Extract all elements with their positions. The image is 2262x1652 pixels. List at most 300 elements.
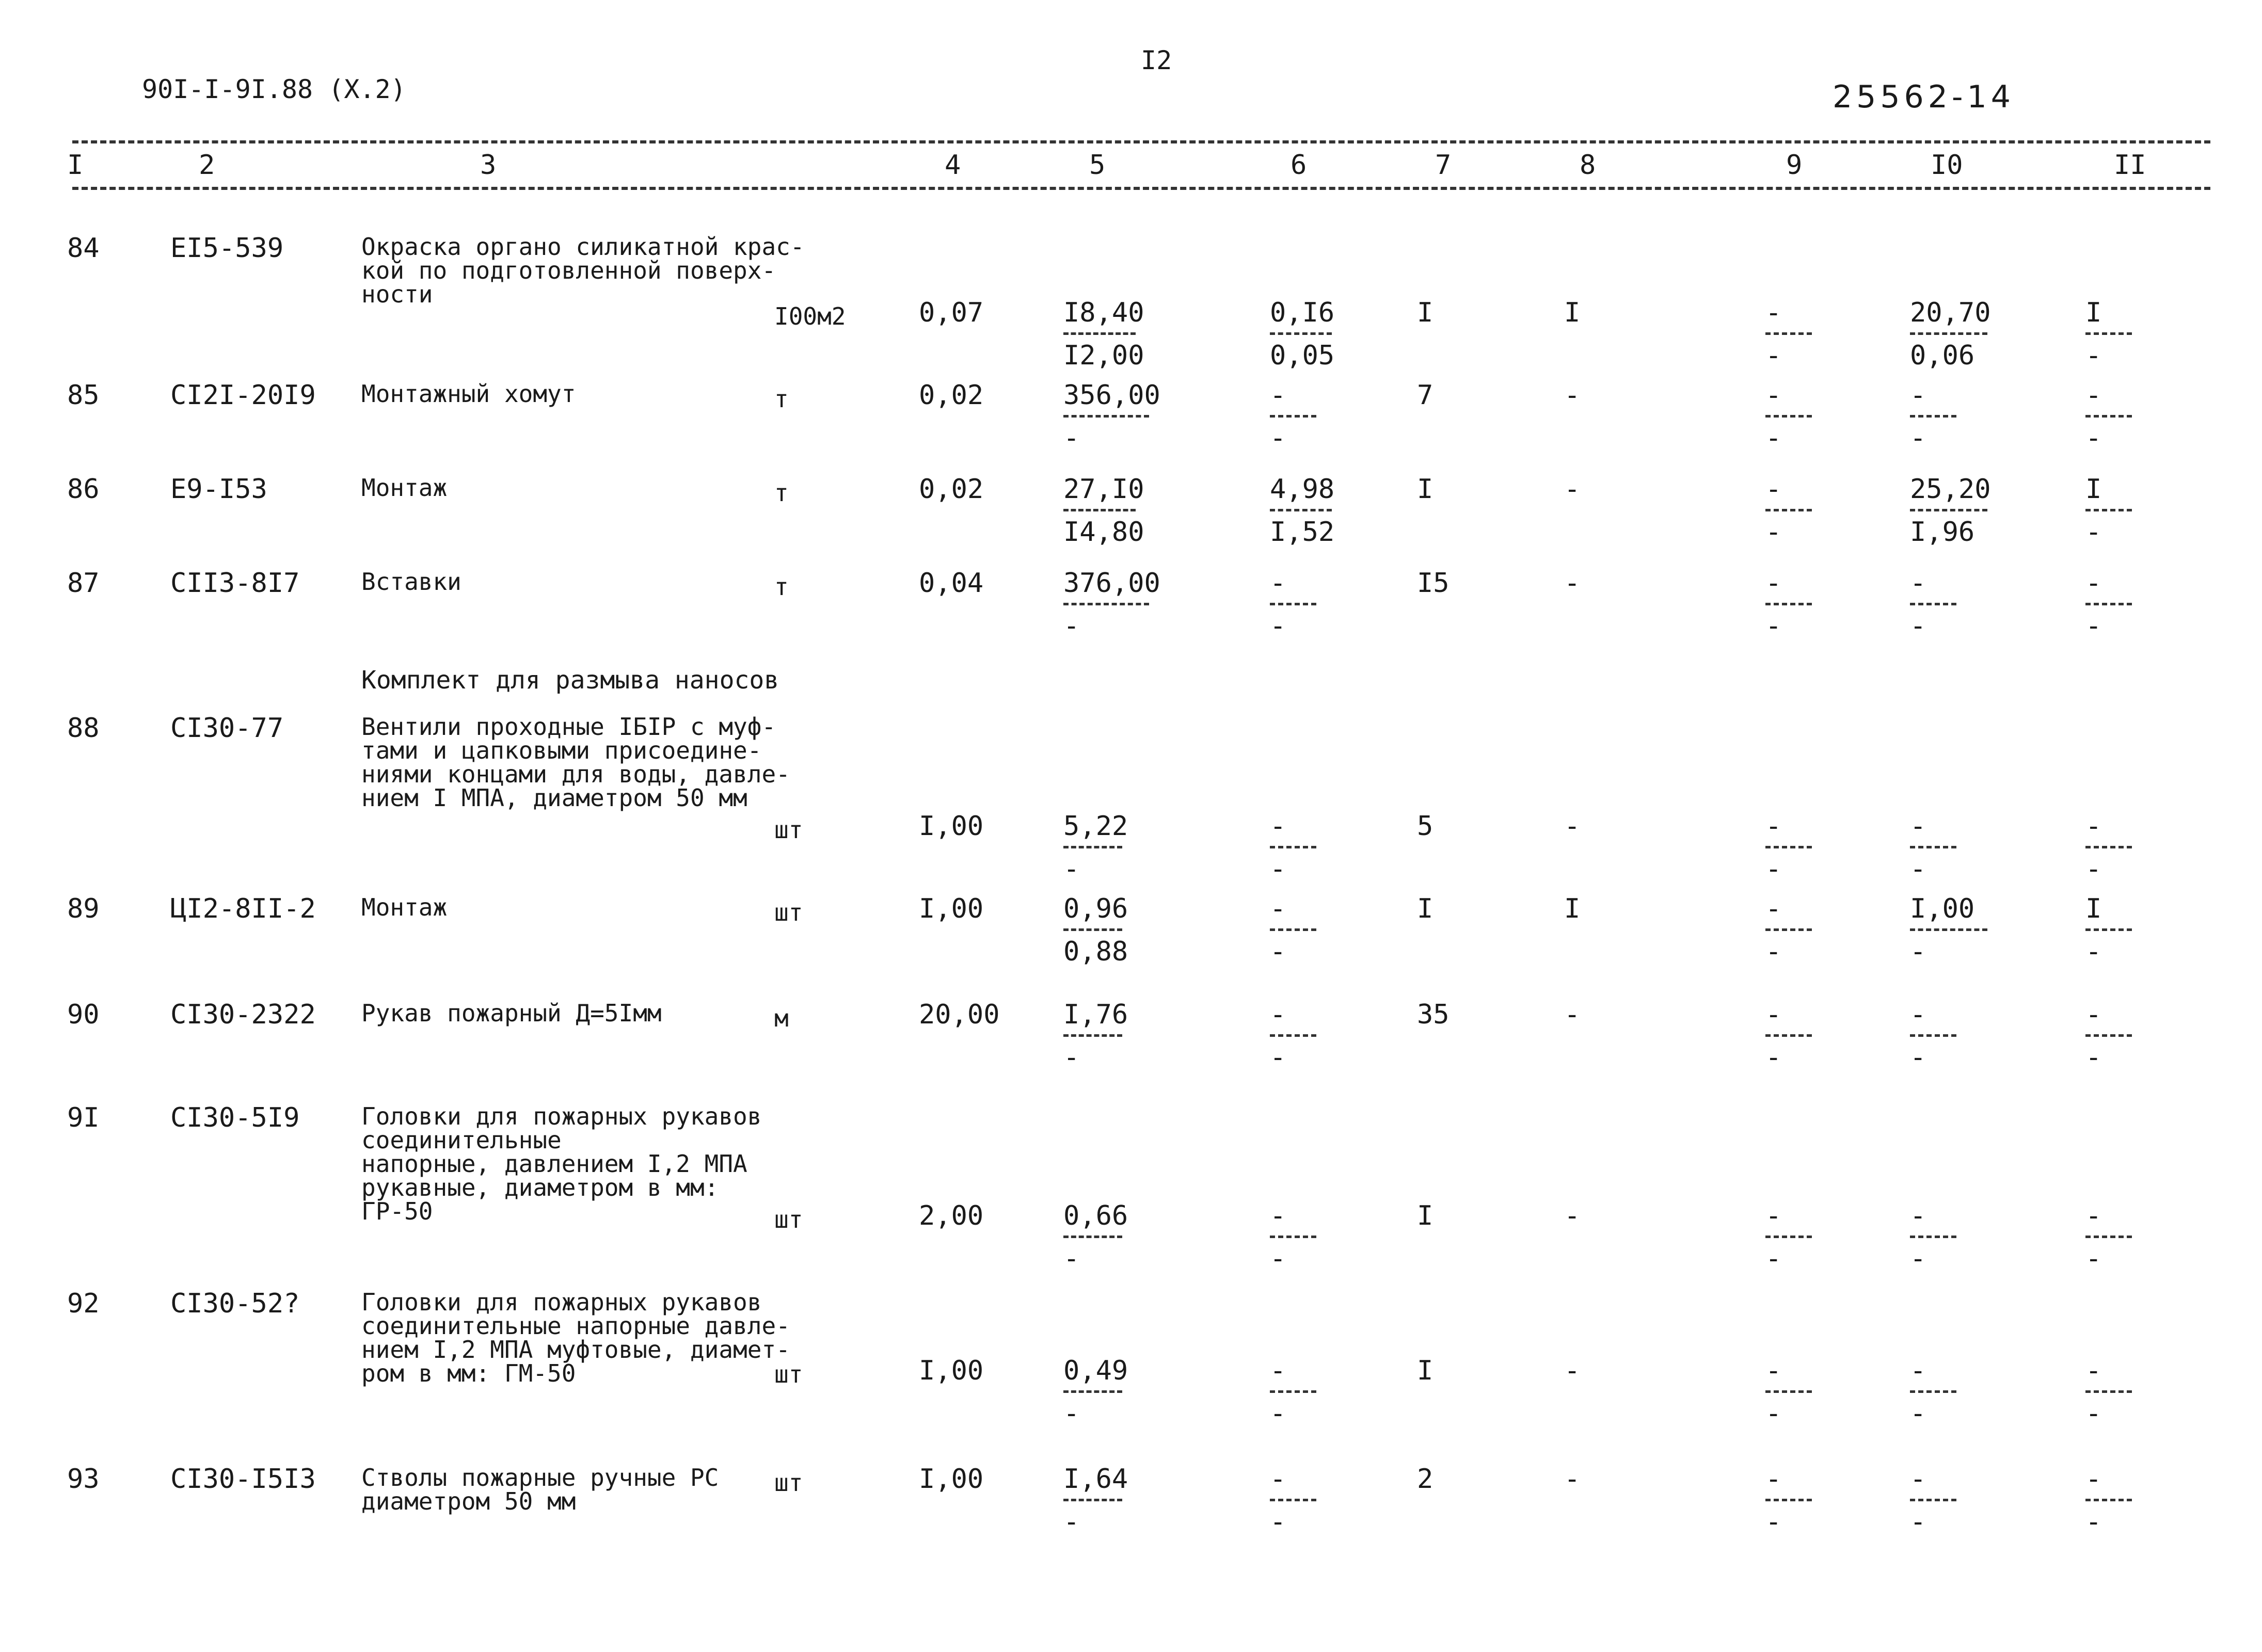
col-7-value: I bbox=[1417, 1200, 1433, 1231]
unit-cost-fraction-bar bbox=[1063, 1390, 1122, 1393]
col-10-value-denominator: - bbox=[1910, 1506, 1926, 1537]
description-line: нием I МПА, диаметром 50 мм bbox=[361, 784, 747, 812]
wage-cost-numerator: - bbox=[1270, 380, 1286, 411]
col-10-value bbox=[1910, 813, 1956, 883]
wage-cost-fraction-bar bbox=[1270, 1034, 1316, 1037]
unit: шт bbox=[774, 1360, 803, 1388]
unit-cost bbox=[1063, 476, 1144, 546]
description-line: диаметром 50 мм bbox=[361, 1487, 576, 1515]
col-10-value-numerator: - bbox=[1910, 811, 1926, 842]
item-description bbox=[361, 715, 790, 810]
wage-cost bbox=[1270, 1357, 1316, 1427]
col-9-value-denominator: - bbox=[1765, 1243, 1782, 1274]
row-number: 88 bbox=[67, 713, 100, 744]
col-9-value-denominator: - bbox=[1765, 1506, 1782, 1537]
col-9-value bbox=[1765, 813, 1812, 883]
col-8-value: I bbox=[1564, 297, 1581, 328]
col-11-value-fraction-bar bbox=[2085, 603, 2132, 605]
col-11-value-numerator: I bbox=[2085, 893, 2102, 924]
unit: т bbox=[774, 573, 789, 601]
col-10-value-numerator: I,00 bbox=[1910, 893, 1975, 924]
col-11-value-denominator: - bbox=[2085, 423, 2102, 454]
wage-cost-numerator: - bbox=[1270, 999, 1286, 1030]
col-9-value bbox=[1765, 1357, 1812, 1427]
col-11-value bbox=[2085, 1001, 2132, 1071]
col-9-value-numerator: - bbox=[1765, 1464, 1782, 1495]
wage-cost-fraction-bar bbox=[1270, 509, 1332, 511]
col-10-value bbox=[1910, 570, 1956, 639]
col-11-value-denominator: - bbox=[2085, 1506, 2102, 1537]
unit-cost bbox=[1063, 1466, 1128, 1535]
description-line: ГР-50 bbox=[361, 1197, 433, 1225]
col-9-value-denominator: - bbox=[1765, 611, 1782, 641]
unit-cost-fraction-bar bbox=[1063, 928, 1122, 931]
quantity: 0,02 bbox=[919, 380, 984, 411]
page-number: I2 bbox=[1141, 45, 1172, 75]
col-11-value-fraction-bar bbox=[2085, 846, 2132, 848]
col-11-value bbox=[2085, 382, 2132, 452]
column-header-col-11: II bbox=[2114, 150, 2146, 181]
col-8-value: I bbox=[1564, 893, 1581, 924]
description-line: Монтаж bbox=[361, 474, 448, 502]
col-9-value-fraction-bar bbox=[1765, 415, 1812, 418]
col-10-value-numerator: 25,20 bbox=[1910, 474, 1991, 505]
wage-cost-numerator: - bbox=[1270, 893, 1286, 924]
col-7-value: 35 bbox=[1417, 999, 1449, 1030]
col-11-value-numerator: I bbox=[2085, 474, 2102, 505]
quantity: 20,00 bbox=[919, 999, 1000, 1030]
unit-cost-fraction-bar bbox=[1063, 1236, 1122, 1238]
col-9-value bbox=[1765, 1202, 1812, 1272]
item-description bbox=[361, 382, 576, 406]
unit-cost-denominator: - bbox=[1063, 1243, 1080, 1274]
item-description bbox=[361, 1290, 790, 1385]
col-9-value-denominator: - bbox=[1765, 1042, 1782, 1073]
wage-cost-fraction-bar bbox=[1270, 603, 1316, 605]
col-9-value-denominator: - bbox=[1765, 854, 1782, 885]
unit-cost-denominator: - bbox=[1063, 1042, 1080, 1073]
col-10-value-denominator: - bbox=[1910, 423, 1926, 454]
unit: шт bbox=[774, 816, 803, 844]
col-11-value-fraction-bar bbox=[2085, 509, 2132, 511]
description-line: Монтажный хомут bbox=[361, 380, 576, 408]
quantity: 0,02 bbox=[919, 474, 984, 505]
col-10-value-fraction-bar bbox=[1910, 846, 1956, 848]
col-10-value bbox=[1910, 476, 1991, 546]
wage-cost-denominator: - bbox=[1270, 936, 1286, 967]
col-10-value bbox=[1910, 382, 1956, 452]
description-line: ром в мм: ГМ-50 bbox=[361, 1359, 576, 1387]
col-11-value-numerator: - bbox=[2085, 568, 2102, 599]
section-title: Комплект для размыва наносов bbox=[361, 666, 779, 695]
wage-cost-fraction-bar bbox=[1270, 928, 1316, 931]
col-10-value-fraction-bar bbox=[1910, 1236, 1956, 1238]
col-11-value-fraction-bar bbox=[2085, 1390, 2132, 1393]
wage-cost bbox=[1270, 570, 1316, 639]
item-description bbox=[361, 895, 447, 919]
wage-cost-denominator: 0,05 bbox=[1270, 340, 1335, 371]
col-8-value: - bbox=[1564, 474, 1581, 505]
col-9-value-numerator: - bbox=[1765, 474, 1782, 505]
row-number: 92 bbox=[67, 1288, 100, 1319]
col-10-value-fraction-bar bbox=[1910, 928, 1987, 931]
unit: шт bbox=[774, 1469, 803, 1497]
col-7-value: I5 bbox=[1417, 568, 1449, 599]
wage-cost-denominator: I,52 bbox=[1270, 517, 1335, 548]
col-10-value-fraction-bar bbox=[1910, 1390, 1956, 1393]
wage-cost bbox=[1270, 299, 1334, 369]
col-9-value-fraction-bar bbox=[1765, 1236, 1812, 1238]
column-header-col-7: 7 bbox=[1435, 150, 1452, 181]
col-11-value-denominator: - bbox=[2085, 340, 2102, 371]
unit-cost bbox=[1063, 1202, 1128, 1272]
col-10-value-denominator: - bbox=[1910, 1042, 1926, 1073]
wage-cost-denominator: - bbox=[1270, 1042, 1286, 1073]
description-line: Вставки bbox=[361, 568, 461, 596]
wage-cost bbox=[1270, 895, 1316, 965]
wage-cost-fraction-bar bbox=[1270, 1236, 1316, 1238]
col-10-value-numerator: - bbox=[1910, 1464, 1926, 1495]
col-10-value-denominator: I,96 bbox=[1910, 517, 1975, 548]
col-10-value-denominator: 0,06 bbox=[1910, 340, 1975, 371]
norm-code: E9-I53 bbox=[170, 474, 267, 505]
col-10-value bbox=[1910, 1466, 1956, 1535]
description-line: Головки для пожарных рукавов bbox=[361, 1102, 762, 1130]
unit-cost bbox=[1063, 1357, 1128, 1427]
col-7-value: I bbox=[1417, 893, 1433, 924]
item-description bbox=[361, 1001, 662, 1025]
col-10-value-denominator: - bbox=[1910, 854, 1926, 885]
col-9-value-fraction-bar bbox=[1765, 1390, 1812, 1393]
wage-cost-fraction-bar bbox=[1270, 846, 1316, 848]
col-9-value-fraction-bar bbox=[1765, 928, 1812, 931]
col-10-value bbox=[1910, 299, 1991, 369]
row-number: 90 bbox=[67, 999, 100, 1030]
row-number: 89 bbox=[67, 893, 100, 924]
col-7-value: I bbox=[1417, 474, 1433, 505]
col-9-value-fraction-bar bbox=[1765, 1034, 1812, 1037]
norm-code: CI30-I5I3 bbox=[170, 1464, 316, 1495]
col-10-value bbox=[1910, 1001, 1956, 1071]
col-9-value-numerator: - bbox=[1765, 1355, 1782, 1386]
col-11-value-denominator: - bbox=[2085, 854, 2102, 885]
unit-cost-denominator: 0,88 bbox=[1063, 936, 1128, 967]
column-header-col-4: 4 bbox=[945, 150, 961, 181]
wage-cost-numerator: - bbox=[1270, 568, 1286, 599]
norm-code: CI30-77 bbox=[170, 713, 284, 744]
col-9-value bbox=[1765, 299, 1812, 369]
description-line: соединительные напорные давле- bbox=[361, 1312, 790, 1340]
unit-cost-fraction-bar bbox=[1063, 415, 1149, 418]
item-description bbox=[361, 476, 447, 500]
col-11-value-fraction-bar bbox=[2085, 415, 2132, 418]
unit-cost-numerator: 5,22 bbox=[1063, 811, 1128, 842]
col-9-value-fraction-bar bbox=[1765, 509, 1812, 511]
col-8-value: - bbox=[1564, 1355, 1581, 1386]
col-11-value-numerator: - bbox=[2085, 1464, 2102, 1495]
col-11-value-fraction-bar bbox=[2085, 928, 2132, 931]
col-10-value-numerator: - bbox=[1910, 1355, 1926, 1386]
col-9-value-denominator: - bbox=[1765, 423, 1782, 454]
item-description bbox=[361, 1104, 761, 1223]
unit-cost-numerator: I,76 bbox=[1063, 999, 1128, 1030]
unit-cost-numerator: 356,00 bbox=[1063, 380, 1160, 411]
unit-cost-numerator: 0,96 bbox=[1063, 893, 1128, 924]
col-11-value-denominator: - bbox=[2085, 1042, 2102, 1073]
unit-cost-fraction-bar bbox=[1063, 1034, 1122, 1037]
row-number: 87 bbox=[67, 568, 100, 599]
col-8-value: - bbox=[1564, 811, 1581, 842]
description-line: ности bbox=[361, 280, 433, 308]
wage-cost-fraction-bar bbox=[1270, 332, 1332, 335]
wage-cost-numerator: - bbox=[1270, 1464, 1286, 1495]
column-header-col-2: 2 bbox=[199, 150, 215, 181]
unit-cost-numerator: I,64 bbox=[1063, 1464, 1128, 1495]
item-description bbox=[361, 235, 805, 306]
col-11-value-fraction-bar bbox=[2085, 332, 2132, 335]
column-header-col-5: 5 bbox=[1089, 150, 1106, 181]
quantity: I,00 bbox=[919, 893, 984, 924]
col-11-value bbox=[2085, 476, 2132, 546]
col-11-value-denominator: - bbox=[2085, 611, 2102, 641]
unit-cost-denominator: - bbox=[1063, 423, 1080, 454]
col-10-value bbox=[1910, 1202, 1956, 1272]
col-9-value-numerator: - bbox=[1765, 893, 1782, 924]
col-8-value: - bbox=[1564, 1464, 1581, 1495]
col-8-value: - bbox=[1564, 380, 1581, 411]
unit-cost-numerator: I8,40 bbox=[1063, 297, 1144, 328]
row-number: 93 bbox=[67, 1464, 100, 1495]
col-10-value-fraction-bar bbox=[1910, 1499, 1956, 1501]
col-11-value-denominator: - bbox=[2085, 1243, 2102, 1274]
wage-cost-numerator: - bbox=[1270, 1200, 1286, 1231]
col-9-value-denominator: - bbox=[1765, 936, 1782, 967]
description-line: Стволы пожарные ручные РС bbox=[361, 1464, 719, 1491]
unit-cost bbox=[1063, 299, 1144, 369]
col-7-value: 5 bbox=[1417, 811, 1433, 842]
unit-cost bbox=[1063, 813, 1128, 883]
description-line: Головки для пожарных рукавов bbox=[361, 1288, 762, 1316]
wage-cost-numerator: - bbox=[1270, 1355, 1286, 1386]
unit-cost-fraction-bar bbox=[1063, 1499, 1122, 1501]
norm-code: CI2I-20I9 bbox=[170, 380, 316, 411]
wage-cost bbox=[1270, 813, 1316, 883]
description-line: соединительные bbox=[361, 1126, 562, 1154]
col-9-value bbox=[1765, 382, 1812, 452]
unit-cost-fraction-bar bbox=[1063, 603, 1149, 605]
norm-code: ЦI2-8II-2 bbox=[170, 893, 316, 924]
wage-cost bbox=[1270, 1202, 1316, 1272]
description-line: нием I,2 МПА муфтовые, диамет- bbox=[361, 1336, 790, 1364]
quantity: 2,00 bbox=[919, 1200, 984, 1231]
wage-cost bbox=[1270, 1001, 1316, 1071]
col-11-value-fraction-bar bbox=[2085, 1034, 2132, 1037]
wage-cost bbox=[1270, 1466, 1316, 1535]
wage-cost bbox=[1270, 382, 1316, 452]
col-9-value bbox=[1765, 476, 1812, 546]
unit-cost-denominator: - bbox=[1063, 1506, 1080, 1537]
quantity: I,00 bbox=[919, 1464, 984, 1495]
norm-code: CII3-8I7 bbox=[170, 568, 300, 599]
wage-cost-fraction-bar bbox=[1270, 415, 1316, 418]
unit-cost bbox=[1063, 895, 1128, 965]
col-11-value-numerator: - bbox=[2085, 811, 2102, 842]
col-11-value-numerator: - bbox=[2085, 1200, 2102, 1231]
col-10-value-fraction-bar bbox=[1910, 332, 1987, 335]
quantity: 0,07 bbox=[919, 297, 984, 328]
col-8-value: - bbox=[1564, 1200, 1581, 1231]
col-11-value-fraction-bar bbox=[2085, 1236, 2132, 1238]
unit-cost-denominator: - bbox=[1063, 1398, 1080, 1429]
col-11-value bbox=[2085, 1202, 2132, 1272]
wage-cost-denominator: - bbox=[1270, 1506, 1286, 1537]
unit-cost-fraction-bar bbox=[1063, 332, 1136, 335]
unit-cost bbox=[1063, 382, 1160, 452]
col-11-value-numerator: I bbox=[2085, 297, 2102, 328]
norm-code: CI30-2322 bbox=[170, 999, 316, 1030]
col-10-value-fraction-bar bbox=[1910, 509, 1987, 511]
row-number: 85 bbox=[67, 380, 100, 411]
item-description bbox=[361, 570, 461, 594]
col-11-value-denominator: - bbox=[2085, 1398, 2102, 1429]
col-10-value-numerator: - bbox=[1910, 380, 1926, 411]
header-top-rule bbox=[72, 140, 2210, 143]
col-9-value bbox=[1765, 1466, 1812, 1535]
col-11-value-denominator: - bbox=[2085, 936, 2102, 967]
col-11-value bbox=[2085, 299, 2132, 369]
item-description bbox=[361, 1466, 719, 1513]
col-10-value-numerator: 20,70 bbox=[1910, 297, 1991, 328]
col-9-value-numerator: - bbox=[1765, 999, 1782, 1030]
description-line: тами и цапковыми присоедине- bbox=[361, 736, 762, 764]
wage-cost-denominator: - bbox=[1270, 854, 1286, 885]
unit-cost-fraction-bar bbox=[1063, 846, 1122, 848]
col-7-value: 2 bbox=[1417, 1464, 1433, 1495]
description-line: напорные, давлением I,2 МПА bbox=[361, 1150, 747, 1178]
col-9-value-numerator: - bbox=[1765, 568, 1782, 599]
unit: т bbox=[774, 385, 789, 413]
wage-cost-fraction-bar bbox=[1270, 1390, 1316, 1393]
col-10-value-denominator: - bbox=[1910, 1243, 1926, 1274]
col-10-value-fraction-bar bbox=[1910, 1034, 1956, 1037]
col-11-value bbox=[2085, 1357, 2132, 1427]
col-9-value-fraction-bar bbox=[1765, 846, 1812, 848]
col-10-value-denominator: - bbox=[1910, 936, 1926, 967]
quantity: 0,04 bbox=[919, 568, 984, 599]
header-bottom-rule bbox=[72, 187, 2210, 190]
col-9-value-denominator: - bbox=[1765, 1398, 1782, 1429]
col-10-value-numerator: - bbox=[1910, 1200, 1926, 1231]
row-number: 9I bbox=[67, 1102, 100, 1133]
col-8-value: - bbox=[1564, 999, 1581, 1030]
description-line: Окраска органо силикатной крас- bbox=[361, 233, 805, 261]
wage-cost-fraction-bar bbox=[1270, 1499, 1316, 1501]
col-10-value-denominator: - bbox=[1910, 611, 1926, 641]
sheet-code: 25562-14 bbox=[1833, 79, 2015, 115]
unit: м bbox=[774, 1004, 789, 1032]
col-9-value-numerator: - bbox=[1765, 380, 1782, 411]
col-7-value: I bbox=[1417, 297, 1433, 328]
unit: I00м2 bbox=[774, 302, 846, 330]
description-line: Вентили проходные IБIР с муф- bbox=[361, 713, 776, 741]
unit-cost bbox=[1063, 570, 1160, 639]
unit-cost-numerator: 376,00 bbox=[1063, 568, 1160, 599]
col-7-value: 7 bbox=[1417, 380, 1433, 411]
quantity: I,00 bbox=[919, 1355, 984, 1386]
wage-cost-denominator: - bbox=[1270, 611, 1286, 641]
col-9-value-denominator: - bbox=[1765, 340, 1782, 371]
description-line: кой по подготовленной поверх- bbox=[361, 256, 776, 284]
col-11-value-numerator: - bbox=[2085, 380, 2102, 411]
col-11-value-fraction-bar bbox=[2085, 1499, 2132, 1501]
col-10-value-fraction-bar bbox=[1910, 603, 1956, 605]
column-header-col-1: I bbox=[67, 150, 84, 181]
wage-cost-numerator: - bbox=[1270, 811, 1286, 842]
column-header-col-3: 3 bbox=[480, 150, 497, 181]
unit-cost-numerator: 27,I0 bbox=[1063, 474, 1144, 505]
unit-cost-fraction-bar bbox=[1063, 509, 1136, 511]
norm-code: CI30-52? bbox=[170, 1288, 300, 1319]
unit-cost-denominator: - bbox=[1063, 611, 1080, 641]
unit-cost-denominator: I4,80 bbox=[1063, 517, 1144, 548]
col-10-value bbox=[1910, 895, 1987, 965]
col-11-value bbox=[2085, 1466, 2132, 1535]
col-9-value bbox=[1765, 570, 1812, 639]
col-9-value-fraction-bar bbox=[1765, 603, 1812, 605]
norm-code: EI5-539 bbox=[170, 233, 284, 264]
col-10-value bbox=[1910, 1357, 1956, 1427]
quantity: I,00 bbox=[919, 811, 984, 842]
col-9-value-fraction-bar bbox=[1765, 1499, 1812, 1501]
row-number: 86 bbox=[67, 474, 100, 505]
col-11-value bbox=[2085, 570, 2132, 639]
unit-cost bbox=[1063, 1001, 1128, 1071]
col-11-value bbox=[2085, 813, 2132, 883]
col-9-value-numerator: - bbox=[1765, 811, 1782, 842]
unit: т bbox=[774, 479, 789, 507]
description-line: Монтаж bbox=[361, 893, 448, 921]
description-line: ниями концами для воды, давле- bbox=[361, 760, 790, 788]
col-11-value-numerator: - bbox=[2085, 1355, 2102, 1386]
col-9-value bbox=[1765, 1001, 1812, 1071]
col-9-value-denominator: - bbox=[1765, 517, 1782, 548]
col-9-value-numerator: - bbox=[1765, 1200, 1782, 1231]
wage-cost-denominator: - bbox=[1270, 1398, 1286, 1429]
document-code: 90I-I-9I.88 (X.2) bbox=[142, 74, 406, 104]
unit: шт bbox=[774, 899, 803, 926]
column-header-col-6: 6 bbox=[1291, 150, 1307, 181]
col-7-value: I bbox=[1417, 1355, 1433, 1386]
norm-code: CI30-5I9 bbox=[170, 1102, 300, 1133]
column-header-col-10: I0 bbox=[1931, 150, 1963, 181]
col-11-value bbox=[2085, 895, 2132, 965]
col-10-value-denominator: - bbox=[1910, 1398, 1926, 1429]
wage-cost-denominator: - bbox=[1270, 423, 1286, 454]
wage-cost-numerator: 4,98 bbox=[1270, 474, 1335, 505]
col-9-value-fraction-bar bbox=[1765, 332, 1812, 335]
col-9-value-numerator: - bbox=[1765, 297, 1782, 328]
description-line: рукавные, диаметром в мм: bbox=[361, 1174, 719, 1201]
unit-cost-numerator: 0,66 bbox=[1063, 1200, 1128, 1231]
col-9-value bbox=[1765, 895, 1812, 965]
row-number: 84 bbox=[67, 233, 100, 264]
description-line: Рукав пожарный Д=5Iмм bbox=[361, 999, 662, 1027]
wage-cost bbox=[1270, 476, 1334, 546]
col-11-value-numerator: - bbox=[2085, 999, 2102, 1030]
col-10-value-numerator: - bbox=[1910, 999, 1926, 1030]
unit-cost-denominator: - bbox=[1063, 854, 1080, 885]
col-10-value-fraction-bar bbox=[1910, 415, 1956, 418]
